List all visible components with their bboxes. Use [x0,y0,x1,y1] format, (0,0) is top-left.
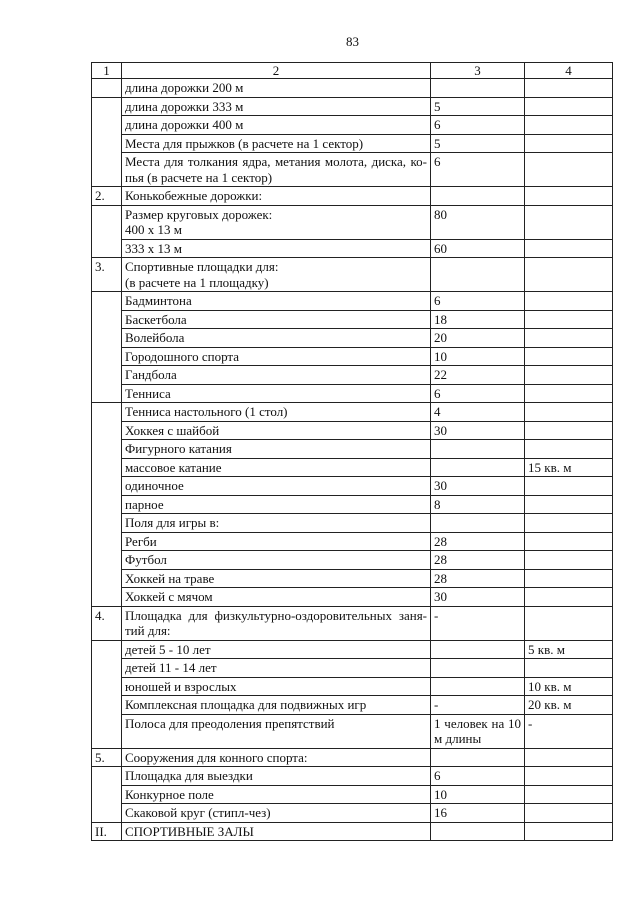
cell-text-line: Места для прыжков (в расчете на 1 сектор) [125,135,364,151]
row-number-cell [92,767,122,823]
cell-text-line: Размер круговых дорожек: [125,206,273,222]
item-name-cell [122,532,431,551]
cell-text-line: 1 человек на 10 [434,715,521,731]
table-row [92,569,613,588]
row-number-cell [92,205,122,258]
table-row [92,403,613,422]
item-name-cell [122,258,431,292]
table-row [92,97,613,116]
table-row [92,606,613,640]
cell-text-line: Баскетбола [125,311,187,327]
cell-text-line: длина дорожки 333 м [125,98,244,114]
column-3-cell [431,116,525,135]
cell-text-line: тий для: [125,623,171,638]
table-row [92,292,613,311]
cell-text-line: Комплексная площадка для подвижных игр [125,697,367,712]
item-name-cell [122,97,431,116]
cell-text-line: Волейбола [125,330,185,345]
item-name-cell [122,696,431,715]
row-number-cell [92,403,122,607]
cell-text-line: детей 5 - 10 лет [125,641,211,657]
column-4-cell [525,366,613,385]
item-name-cell [122,134,431,153]
cell-text-line: Хоккей на траве [125,570,215,586]
column-3-cell [431,748,525,767]
row-number-cell [92,258,122,292]
column-3-cell [431,495,525,514]
column-3-cell [431,366,525,385]
column-4-cell [525,205,613,239]
column-4-cell [525,116,613,135]
column-3-cell [431,310,525,329]
table-row [92,748,613,767]
cell-text-line: 20 [434,330,447,345]
row-number-cell [92,748,122,767]
cell-text-line: - [528,715,533,731]
column-4-cell [525,748,613,767]
table-row [92,677,613,696]
column-4-cell [525,532,613,551]
column-3-cell [431,804,525,823]
item-name-cell [122,239,431,258]
cell-text-line: Полоса для преодоления препятствий [125,715,335,731]
cell-text-line: Конкурное поле [125,786,214,802]
cell-text-line: Хоккея с шайбой [125,422,220,438]
column-4-cell [525,440,613,459]
item-name-cell [122,329,431,348]
column-3-cell [431,329,525,348]
column-3-cell [431,205,525,239]
row-number-cell [92,79,122,98]
cell-text-line: 4 [434,404,441,419]
cell-text-line: Сооружения для конного спорта: [125,749,308,765]
item-name-cell [122,458,431,477]
cell-text-line: длина дорожки 400 м [125,117,244,132]
column-4-cell [525,569,613,588]
cell-text-line: 18 [434,311,447,327]
column-3-cell [431,153,525,187]
column-3-cell [431,187,525,206]
cell-text-line: 333 х 13 м [125,240,182,256]
cell-text-line: Гандбола [125,367,177,382]
column-3-cell [431,588,525,607]
column-4-cell [525,477,613,496]
item-name-cell [122,310,431,329]
item-name-cell [122,421,431,440]
cell-text-line: 6 [434,154,441,169]
cell-text-line: 22 [434,367,447,382]
column-3-cell [431,606,525,640]
row-number-cell [92,292,122,403]
item-name-cell [122,748,431,767]
cell-text-line: Хоккей с мячом [125,589,213,604]
cell-text-line: 6 [434,293,441,308]
table-row [92,477,613,496]
table-row [92,366,613,385]
table-row [92,310,613,329]
cell-text-line: 6 [434,117,441,132]
column-4-cell [525,403,613,422]
table-row [92,551,613,570]
page-number: 83 [346,34,359,49]
column-4-cell [525,804,613,823]
cell-text-line: 5 [434,135,441,151]
column-3-cell [431,403,525,422]
column-3-cell [431,347,525,366]
cell-text-line: парное [125,496,164,512]
column-4-cell [525,258,613,292]
column-3-cell [431,79,525,98]
header-cell-3: 3 [431,63,525,79]
cell-text-line: 28 [434,570,447,586]
cell-text-line: 30 [434,478,447,493]
cell-text-line: Бадминтона [125,293,192,308]
column-3-cell [431,97,525,116]
cell-text-line: Поля для игры в: [125,515,220,530]
cell-text-line: (в расчете на 1 площадку) [125,274,269,290]
item-name-cell [122,205,431,239]
document-table [91,62,613,841]
column-3-cell [431,714,525,748]
header-cell-2: 2 [122,63,431,79]
cell-text-line: Конькобежные дорожки: [125,188,263,203]
item-name-cell [122,640,431,659]
cell-text-line: 2. [95,188,105,203]
item-name-cell [122,187,431,206]
column-3-cell [431,822,525,841]
table-row [92,421,613,440]
cell-text-line: 3. [95,259,105,274]
item-name-cell [122,477,431,496]
item-name-cell [122,495,431,514]
cell-text-line: м длины [434,731,482,746]
item-name-cell [122,79,431,98]
column-4-cell [525,606,613,640]
cell-text-line: 28 [434,552,447,567]
cell-text-line: Футбол [125,552,167,567]
cell-text-line: 5 [434,98,441,114]
column-3-cell [431,659,525,678]
table-row [92,588,613,607]
column-4-cell [525,551,613,570]
table-row [92,767,613,786]
table-row [92,134,613,153]
column-4-cell [525,347,613,366]
table-row [92,785,613,804]
column-3-cell [431,477,525,496]
item-name-cell [122,785,431,804]
cell-text-line: 8 [434,496,441,512]
column-4-cell [525,714,613,748]
column-3-cell [431,440,525,459]
cell-text-line: 4. [95,607,105,623]
cell-text-line: Регби [125,533,157,549]
table-header-row [92,63,613,79]
cell-text-line: Городошного спорта [125,348,240,364]
cell-text-line: 6 [434,768,441,783]
column-3-cell [431,696,525,715]
table-row [92,696,613,715]
cell-text-line: 5 кв. м [528,641,565,657]
row-number-cell [92,640,122,748]
cell-text-line: Тенниса настольного (1 стол) [125,404,288,419]
cell-text-line: Спортивные площадки для: [125,259,279,274]
cell-text-line: 10 кв. м [528,678,572,694]
column-3-cell [431,421,525,440]
row-number-cell [92,187,122,206]
column-4-cell [525,785,613,804]
table-row [92,640,613,659]
column-4-cell [525,310,613,329]
column-4-cell [525,822,613,841]
column-4-cell [525,696,613,715]
table-row [92,205,613,239]
column-4-cell [525,640,613,659]
item-name-cell [122,347,431,366]
column-4-cell [525,421,613,440]
row-number-cell [92,822,122,841]
column-3-cell [431,239,525,258]
row-number-cell [92,97,122,187]
cell-text-line: детей 11 - 14 лет [125,660,217,675]
column-3-cell [431,767,525,786]
cell-text-line: 20 кв. м [528,697,572,712]
cell-text-line: 28 [434,533,447,549]
column-4-cell [525,767,613,786]
column-3-cell [431,514,525,533]
column-4-cell [525,153,613,187]
column-3-cell [431,134,525,153]
item-name-cell [122,440,431,459]
column-4-cell [525,495,613,514]
column-3-cell [431,258,525,292]
column-3-cell [431,785,525,804]
cell-text-line: 6 [434,385,441,401]
header-cell-1: 1 [92,63,122,79]
cell-text-line: 5. [95,749,105,765]
column-3-cell [431,384,525,403]
cell-text-line: длина дорожки 200 м [125,80,244,95]
row-number-cell [92,606,122,640]
cell-text-line: 16 [434,805,447,820]
item-name-cell [122,551,431,570]
column-4-cell [525,514,613,533]
table-row [92,116,613,135]
header-cell-4: 4 [525,63,613,79]
cell-text-line: 30 [434,589,447,604]
item-name-cell [122,804,431,823]
item-name-cell [122,292,431,311]
table-body [92,79,613,841]
table-row [92,822,613,841]
cell-text-line: Скаковой круг (стипл-чез) [125,805,271,820]
item-name-cell [122,588,431,607]
table-row [92,804,613,823]
table-row [92,495,613,514]
column-4-cell [525,588,613,607]
table-row [92,458,613,477]
column-4-cell [525,659,613,678]
cell-text-line: Тенниса [125,385,171,401]
column-4-cell [525,677,613,696]
table-row [92,239,613,258]
cell-text-line: 15 кв. м [528,459,572,475]
cell-text-line: Фигурного катания [125,441,232,456]
cell-text-line: - [434,607,439,623]
item-name-cell [122,384,431,403]
column-4-cell [525,134,613,153]
item-name-cell [122,822,431,841]
table-row [92,440,613,459]
table-row [92,384,613,403]
item-name-cell [122,659,431,678]
table-row [92,714,613,748]
cell-text-line: Площадка для выездки [125,768,253,783]
column-3-cell [431,677,525,696]
item-name-cell [122,514,431,533]
column-4-cell [525,79,613,98]
item-name-cell [122,606,431,640]
column-3-cell [431,292,525,311]
cell-text-line: Места для толкания ядра, метания молота, диска, ко- [125,154,427,169]
table-row [92,79,613,98]
cell-text-line: 80 [434,206,447,222]
table-row [92,258,613,292]
item-name-cell [122,116,431,135]
cell-text-line: пья (в расчете на 1 сектор) [125,169,273,185]
cell-text-line: 400 х 13 м [125,222,182,237]
cell-text-line: массовое катание [125,459,222,475]
column-4-cell [525,458,613,477]
cell-text-line: Площадка для физкультурно-оздоровительных заня- [125,607,427,623]
cell-text-line: СПОРТИВНЫЕ ЗАЛЫ [125,823,254,839]
table-row [92,329,613,348]
cell-text-line: одиночное [125,478,184,493]
table-row [92,153,613,187]
cell-text-line: 10 [434,348,447,364]
table-row [92,659,613,678]
cell-text-line: 30 [434,422,447,438]
column-4-cell [525,329,613,348]
column-3-cell [431,458,525,477]
table-row [92,347,613,366]
item-name-cell [122,569,431,588]
item-name-cell [122,677,431,696]
cell-text-line: II. [95,823,107,839]
item-name-cell [122,366,431,385]
column-4-cell [525,187,613,206]
column-4-cell [525,292,613,311]
column-4-cell [525,97,613,116]
column-3-cell [431,640,525,659]
cell-text-line: - [434,697,439,712]
item-name-cell [122,767,431,786]
cell-text-line: 10 [434,786,447,802]
column-4-cell [525,239,613,258]
column-3-cell [431,551,525,570]
column-3-cell [431,569,525,588]
item-name-cell [122,153,431,187]
item-name-cell [122,403,431,422]
table-row [92,532,613,551]
item-name-cell [122,714,431,748]
column-4-cell [525,384,613,403]
table-row [92,187,613,206]
table-row [92,514,613,533]
cell-text-line: юношей и взрослых [125,678,237,694]
column-3-cell [431,532,525,551]
cell-text-line: 60 [434,240,447,256]
